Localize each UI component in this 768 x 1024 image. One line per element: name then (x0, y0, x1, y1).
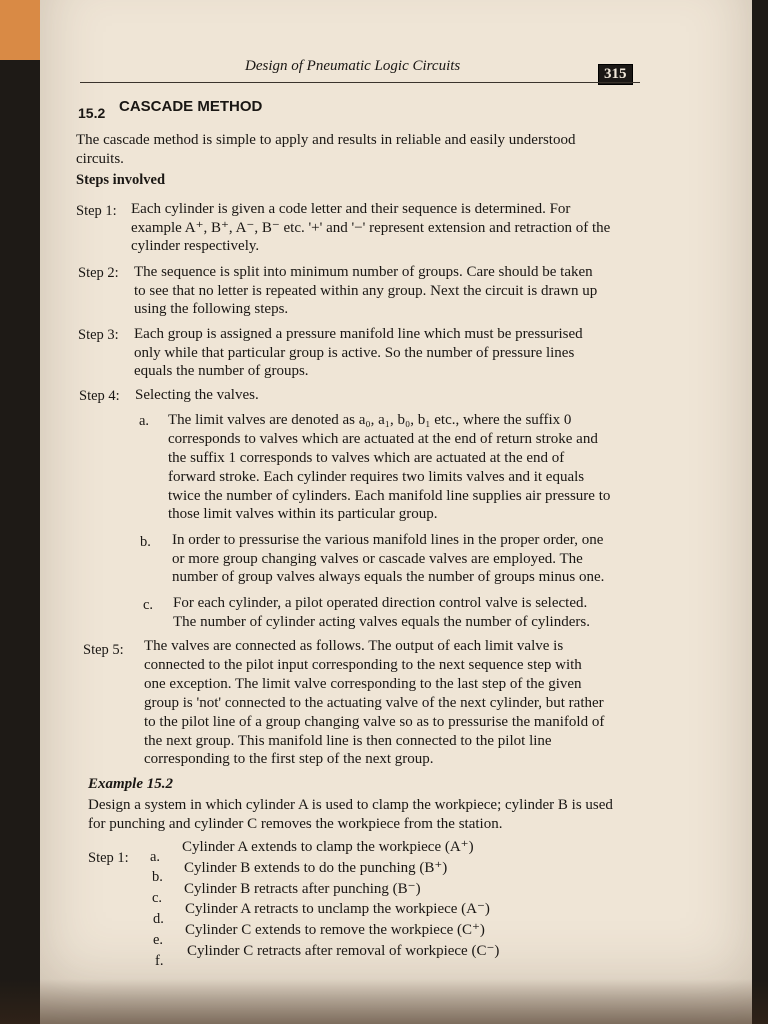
step-2-line-1: The sequence is split into minimum number of groups. Care should be taken (134, 264, 593, 280)
example-item-b-label: b. (152, 869, 163, 885)
example-item-d-text: Cylinder A retracts to unclamp the workpiece (A⁻) (185, 901, 490, 917)
substep-a-line-3: the suffix 1 corresponds to valves which are actuated at the end of (168, 450, 565, 466)
step-1-line-2: example A⁺, B⁺, A⁻, B⁻ etc. '+' and '−' represent extension and retraction of the (131, 220, 611, 236)
step-5-line-4: group is 'not' connected to the actuating valve of the next cylinder, but rather (144, 695, 604, 711)
example-intro-line-2: for punching and cylinder C removes the workpiece from the station. (88, 816, 503, 832)
example-item-a-label: a. (150, 849, 161, 865)
step-3-line-2: only while that particular group is active. So the number of pressure lines (134, 345, 575, 361)
step-4-line-1: Selecting the valves. (135, 387, 259, 403)
step-3-line-1: Each group is assigned a pressure manifold line which must be pressurised (134, 326, 583, 342)
step-3-line-3: equals the number of groups. (134, 363, 309, 379)
header-rule (80, 82, 640, 83)
section-number: 15.2 (78, 105, 106, 121)
step-5-line-6: the next group. This manifold line is then connected to the pilot line (144, 733, 552, 749)
step-5-line-5: to the pilot line of a group changing valve so as to pressurise the manifold of (144, 714, 605, 730)
substep-b-line-2: or more group changing valves or cascade valves are employed. The (172, 551, 583, 567)
step-5-line-7: corresponding to the first step of the next group. (144, 751, 434, 767)
substep-a-line-1: The limit valves are denoted as a₀, a₁, b₀, b₁ etc., where the suffix 0 (168, 412, 572, 428)
intro-line-2: circuits. (76, 151, 124, 167)
step-1-label: Step 1: (76, 203, 117, 219)
substep-b-line-1: In order to pressurise the various manifold lines in the proper order, one (172, 532, 604, 548)
section-title: CASCADE METHOD (119, 98, 263, 115)
example-heading: Example 15.2 (88, 776, 173, 792)
step-5-line-3: one exception. The limit valve corresponding to the last step of the given (144, 676, 582, 692)
steps-heading: Steps involved (76, 172, 166, 188)
substep-a-line-2: corresponds to valves which are actuated at the end of return stroke and (168, 431, 598, 447)
example-step-label: Step 1: (88, 850, 129, 866)
page-edge-strip (0, 0, 40, 60)
example-item-f-text: Cylinder C retracts after removal of workpiece (C⁻) (187, 943, 500, 959)
step-5-label: Step 5: (83, 642, 124, 658)
intro-line-1: The cascade method is simple to apply and results in reliable and easily understood (76, 132, 576, 148)
example-item-d-label: d. (153, 911, 164, 927)
example-item-b-text: Cylinder B extends to do the punching (B⁺) (184, 860, 448, 876)
substep-a-line-4: forward stroke. Each cylinder requires two limits valves and it equals (168, 469, 585, 485)
substep-a-line-6: those limit valves within its particular group. (168, 506, 438, 522)
example-item-f-label: f. (155, 953, 164, 969)
step-4-label: Step 4: (79, 388, 120, 404)
photo-bottom-shadow (0, 979, 768, 1024)
step-5-line-2: connected to the pilot input corresponding to the next sequence step with (144, 657, 582, 673)
substep-a-line-5: twice the number of cylinders. Each manifold line supplies air pressure to (168, 488, 611, 504)
substep-c-line-1: For each cylinder, a pilot operated direction control valve is selected. (173, 595, 588, 611)
step-2-label: Step 2: (78, 265, 119, 281)
example-intro-line-1: Design a system in which cylinder A is used to clamp the workpiece; cylinder B is used (88, 797, 613, 813)
step-2-line-3: using the following steps. (134, 301, 289, 317)
example-item-e-label: e. (153, 932, 164, 948)
page-number: 315 (598, 64, 633, 85)
example-item-a-text: Cylinder A extends to clamp the workpiece (A⁺) (182, 839, 474, 855)
substep-c-label: c. (143, 597, 154, 613)
substep-a-label: a. (139, 413, 150, 429)
step-3-label: Step 3: (78, 327, 119, 343)
substep-b-label: b. (140, 534, 151, 550)
example-item-c-label: c. (152, 890, 163, 906)
step-2-line-2: to see that no letter is repeated within any group. Next the circuit is drawn up (134, 283, 598, 299)
step-5-line-1: The valves are connected as follows. The output of each limit valve is (144, 638, 564, 654)
substep-c-line-2: The number of cylinder acting valves equals the number of cylinders. (173, 614, 590, 630)
substep-b-line-3: number of group valves always equals the number of groups minus one. (172, 569, 605, 585)
book-page (40, 0, 752, 1024)
running-header: Design of Pneumatic Logic Circuits (245, 58, 461, 74)
step-1-line-1: Each cylinder is given a code letter and their sequence is determined. For (131, 201, 571, 217)
step-1-line-3: cylinder respectively. (131, 238, 260, 254)
example-item-e-text: Cylinder C extends to remove the workpiece (C⁺) (185, 922, 485, 938)
example-item-c-text: Cylinder B retracts after punching (B⁻) (184, 881, 421, 897)
